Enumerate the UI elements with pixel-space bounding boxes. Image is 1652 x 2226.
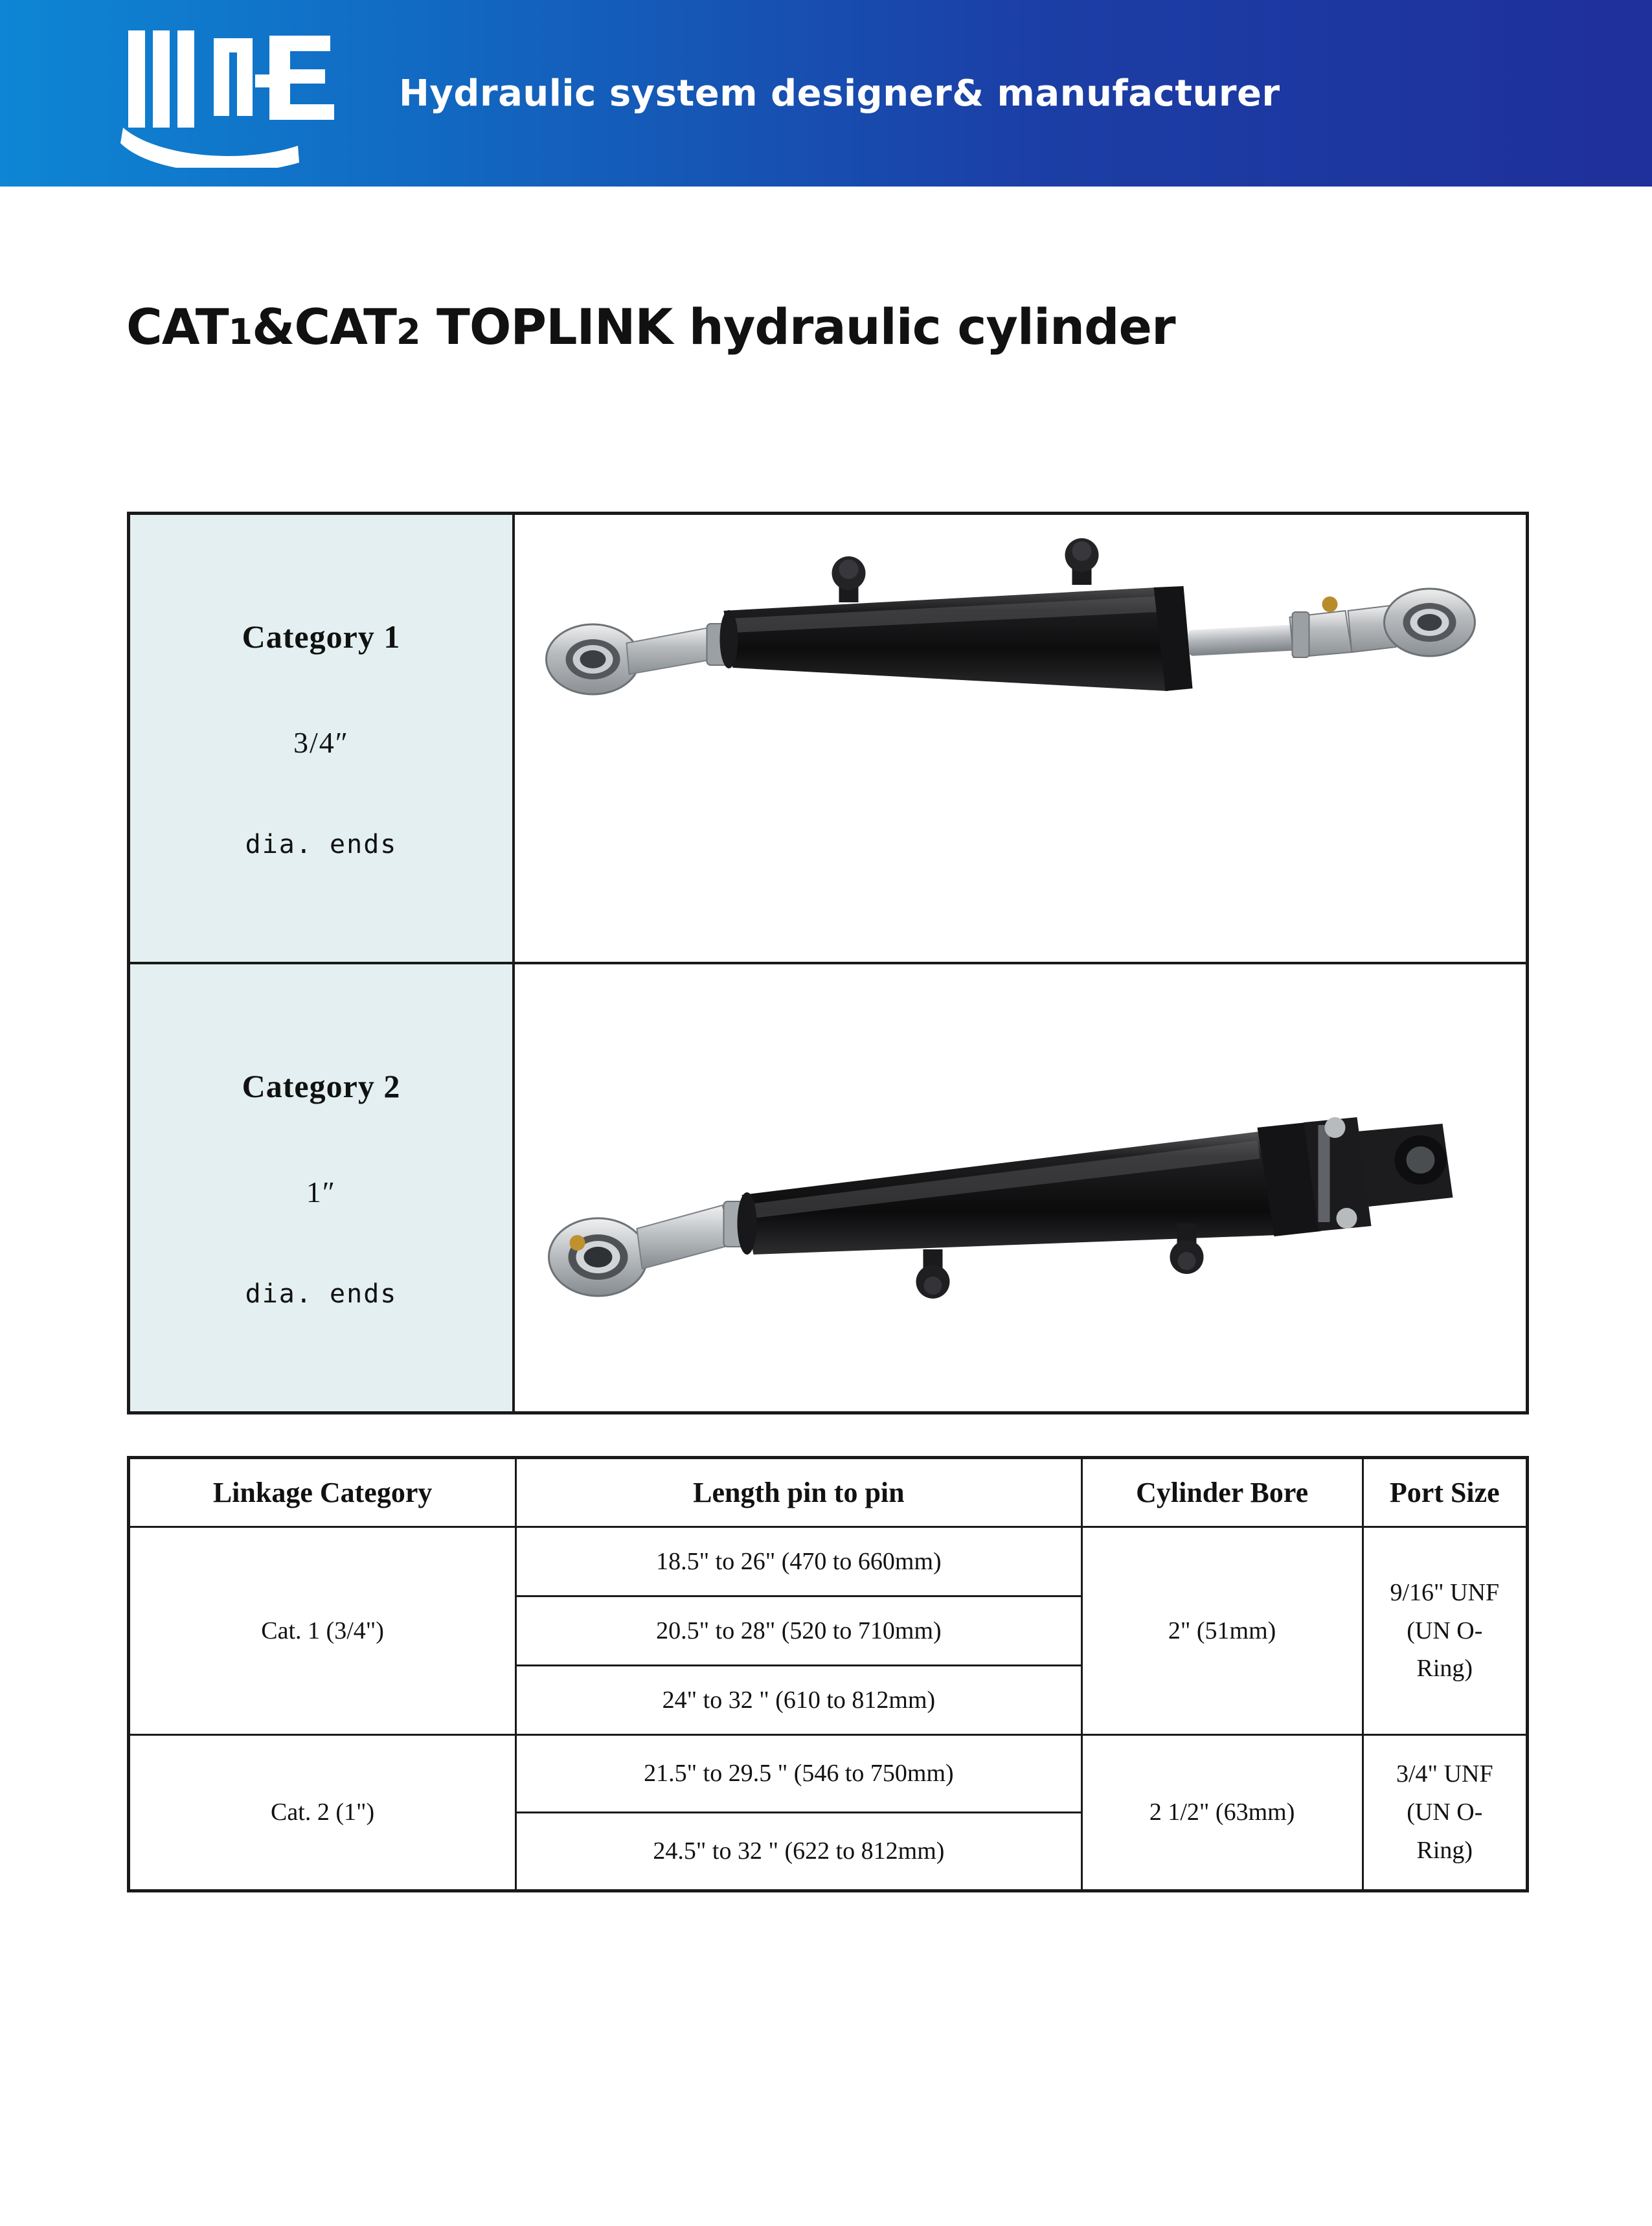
page-title-part1: CAT — [126, 298, 229, 356]
category-2-ends: dia. ends — [245, 1278, 398, 1309]
category-1-size: 3/4″ — [293, 725, 349, 759]
cell-bore-cat1: 2" (51mm) — [1081, 1527, 1363, 1735]
page-title-sub1: 1 — [228, 312, 253, 352]
category-1-image-cell — [514, 514, 1528, 964]
table-row — [129, 514, 1528, 964]
banner-tagline: Hydraulic system designer& manufacturer — [399, 72, 1280, 115]
cat2-cylinder-image — [515, 964, 1526, 1411]
header-cylinder-bore: Cylinder Bore — [1081, 1458, 1363, 1527]
port-line-2: (UN O- — [1407, 1798, 1483, 1826]
category-1-label-cell — [129, 514, 514, 964]
cell-port-cat1 — [1363, 1527, 1527, 1735]
cell-length-cat1-1: 18.5" to 26" (470 to 660mm) — [516, 1527, 1081, 1596]
category-2-size: 1″ — [306, 1175, 337, 1209]
table-row — [129, 1527, 1528, 1596]
cell-length-cat2-1: 21.5" to 29.5 " (546 to 750mm) — [516, 1735, 1081, 1813]
port-line-3: Ring) — [1416, 1836, 1473, 1864]
cell-bore-cat2: 2 1/2" (63mm) — [1081, 1735, 1363, 1891]
page-header-banner — [0, 0, 1652, 187]
cell-length-cat1-3: 24" to 32 " (610 to 812mm) — [516, 1666, 1081, 1735]
category-2-label-cell — [129, 963, 514, 1413]
port-line-1: 3/4" UNF — [1396, 1760, 1493, 1788]
cell-category-cat2: Cat. 2 (1") — [129, 1735, 516, 1891]
category-1-ends: dia. ends — [245, 829, 398, 859]
page-title — [126, 298, 1652, 356]
cell-port-cat2 — [1363, 1735, 1527, 1891]
specification-table — [127, 1456, 1529, 1892]
header-port-size: Port Size — [1363, 1458, 1527, 1527]
header-length-pin-to-pin: Length pin to pin — [516, 1458, 1081, 1527]
port-line-3: Ring) — [1416, 1655, 1473, 1683]
cell-category-cat1: Cat. 1 (3/4") — [129, 1527, 516, 1735]
cell-length-cat2-2: 24.5" to 32 " (622 to 812mm) — [516, 1812, 1081, 1891]
table-row — [129, 1735, 1528, 1813]
category-image-table — [127, 512, 1529, 1414]
cat1-cylinder-image — [515, 515, 1526, 962]
category-2-title: Category 2 — [242, 1067, 401, 1104]
port-line-1: 9/16" UNF — [1390, 1578, 1500, 1606]
table-row — [129, 963, 1528, 1413]
category-1-title: Category 1 — [242, 618, 401, 655]
port-line-2: (UN O- — [1407, 1617, 1483, 1644]
category-2-image-cell — [514, 963, 1528, 1413]
company-logo — [117, 19, 389, 168]
cell-length-cat1-2: 20.5" to 28" (520 to 710mm) — [516, 1596, 1081, 1666]
table-header-row — [129, 1458, 1528, 1527]
page-title-part3: TOPLINK hydraulic cylinder — [420, 298, 1175, 356]
header-linkage-category: Linkage Category — [129, 1458, 516, 1527]
page-title-sub2: 2 — [396, 312, 420, 352]
page-title-part2: &CAT — [252, 298, 396, 356]
